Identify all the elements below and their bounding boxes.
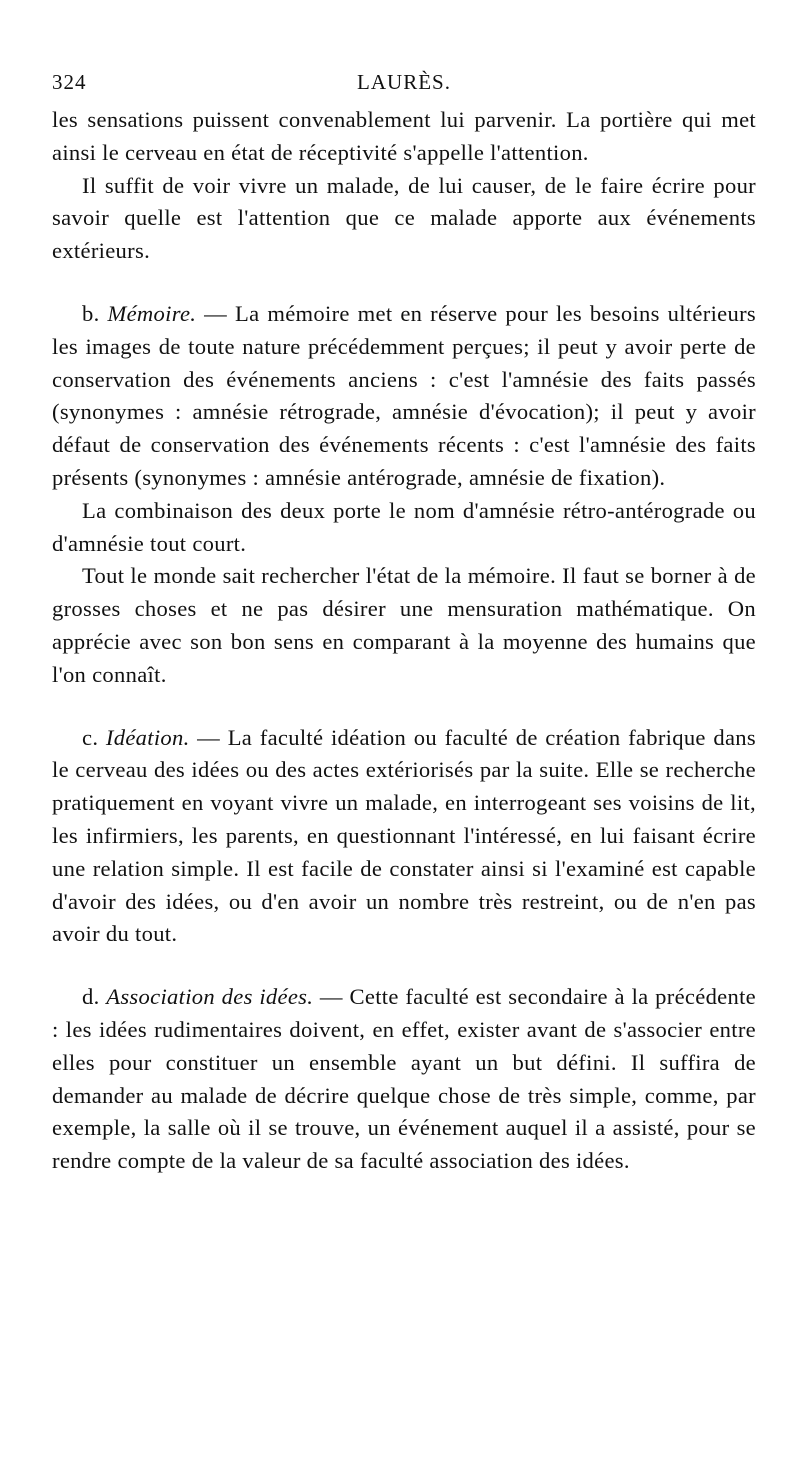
section-text-memoire: — La mémoire met en réserve pour les besoins ultérieurs les images de toute nature précédemment perçues; il peut y avoir perte de conservation des événements anciens : c'est l'amnésie des faits passés (synonymes : amnésie rétrograde, amnésie d'évocation); il peut y avoir défaut de conservation des événements récents : c'est l'amnésie des faits présents (synonymes : amnésie antérograde, amnésie de fixation). bbox=[52, 300, 756, 490]
paragraph-attention-end: les sensations puissent convenablement lui parvenir. La portière qui met ainsi le cerveau en état de réceptivité s'appelle l'attention. bbox=[52, 107, 756, 165]
section-ideation bbox=[52, 722, 756, 952]
body-text bbox=[52, 104, 756, 1178]
section-text-association: — Cette faculté est secondaire à la précédente : les idées rudimentaires doivent, en effet, exister avant de s'associer entre elles pour constituer un ensemble ayant un but défini. Il suffira de demander au malade de décrire quelque chose de très simple, comme, par exemple, la salle où il se trouve, un événement auquel il a assisté, pour se rendre compte de la valeur de sa faculté association des idées. bbox=[52, 984, 756, 1174]
section-title-ideation: Idéation. bbox=[105, 724, 190, 750]
section-letter: d. bbox=[82, 984, 100, 1010]
book-page bbox=[52, 70, 756, 1178]
page-number: 324 bbox=[52, 70, 87, 94]
paragraph-amnesie-combinaison: La combinaison des deux porte le nom d'amnésie rétro-antérograde ou d'amnésie tout court. bbox=[52, 497, 756, 556]
section-memoire bbox=[52, 298, 756, 495]
running-head bbox=[52, 70, 756, 104]
paragraph-attention-test: Il suffit de voir vivre un malade, de lui causer, de le faire écrire pour savoir quelle est l'attention que ce malade apporte aux événements extérieurs. bbox=[52, 172, 756, 264]
section-letter: c. bbox=[82, 724, 99, 750]
section-text-ideation: — La faculté idéation ou faculté de création fabrique dans le cerveau des idées ou des actes extériorisés par la suite. Elle se recherche pratiquement en voyant vivre un malade, en interrogeant ses voisins de lit, les infirmiers, les parents, en questionnant l'intéressé, en lui faisant écrire une relation simple. Il est facile de constater ainsi si l'examiné est capable d'avoir des idées, ou d'en avoir un nombre très restreint, ou de n'en pas avoir du tout. bbox=[52, 724, 756, 947]
running-title: LAURÈS. bbox=[357, 70, 451, 94]
paragraph-memoire-test: Tout le monde sait rechercher l'état de la mémoire. Il faut se borner à de grosses choses et ne pas désirer une mensuration mathématique. On apprécie avec son bon sens en comparant à la moyenne des humains que l'on connaît. bbox=[52, 563, 756, 687]
section-title-memoire: Mémoire. bbox=[107, 300, 197, 326]
section-association bbox=[52, 981, 756, 1178]
section-title-association: Association des idées. bbox=[106, 984, 314, 1010]
section-letter: b. bbox=[82, 300, 100, 326]
